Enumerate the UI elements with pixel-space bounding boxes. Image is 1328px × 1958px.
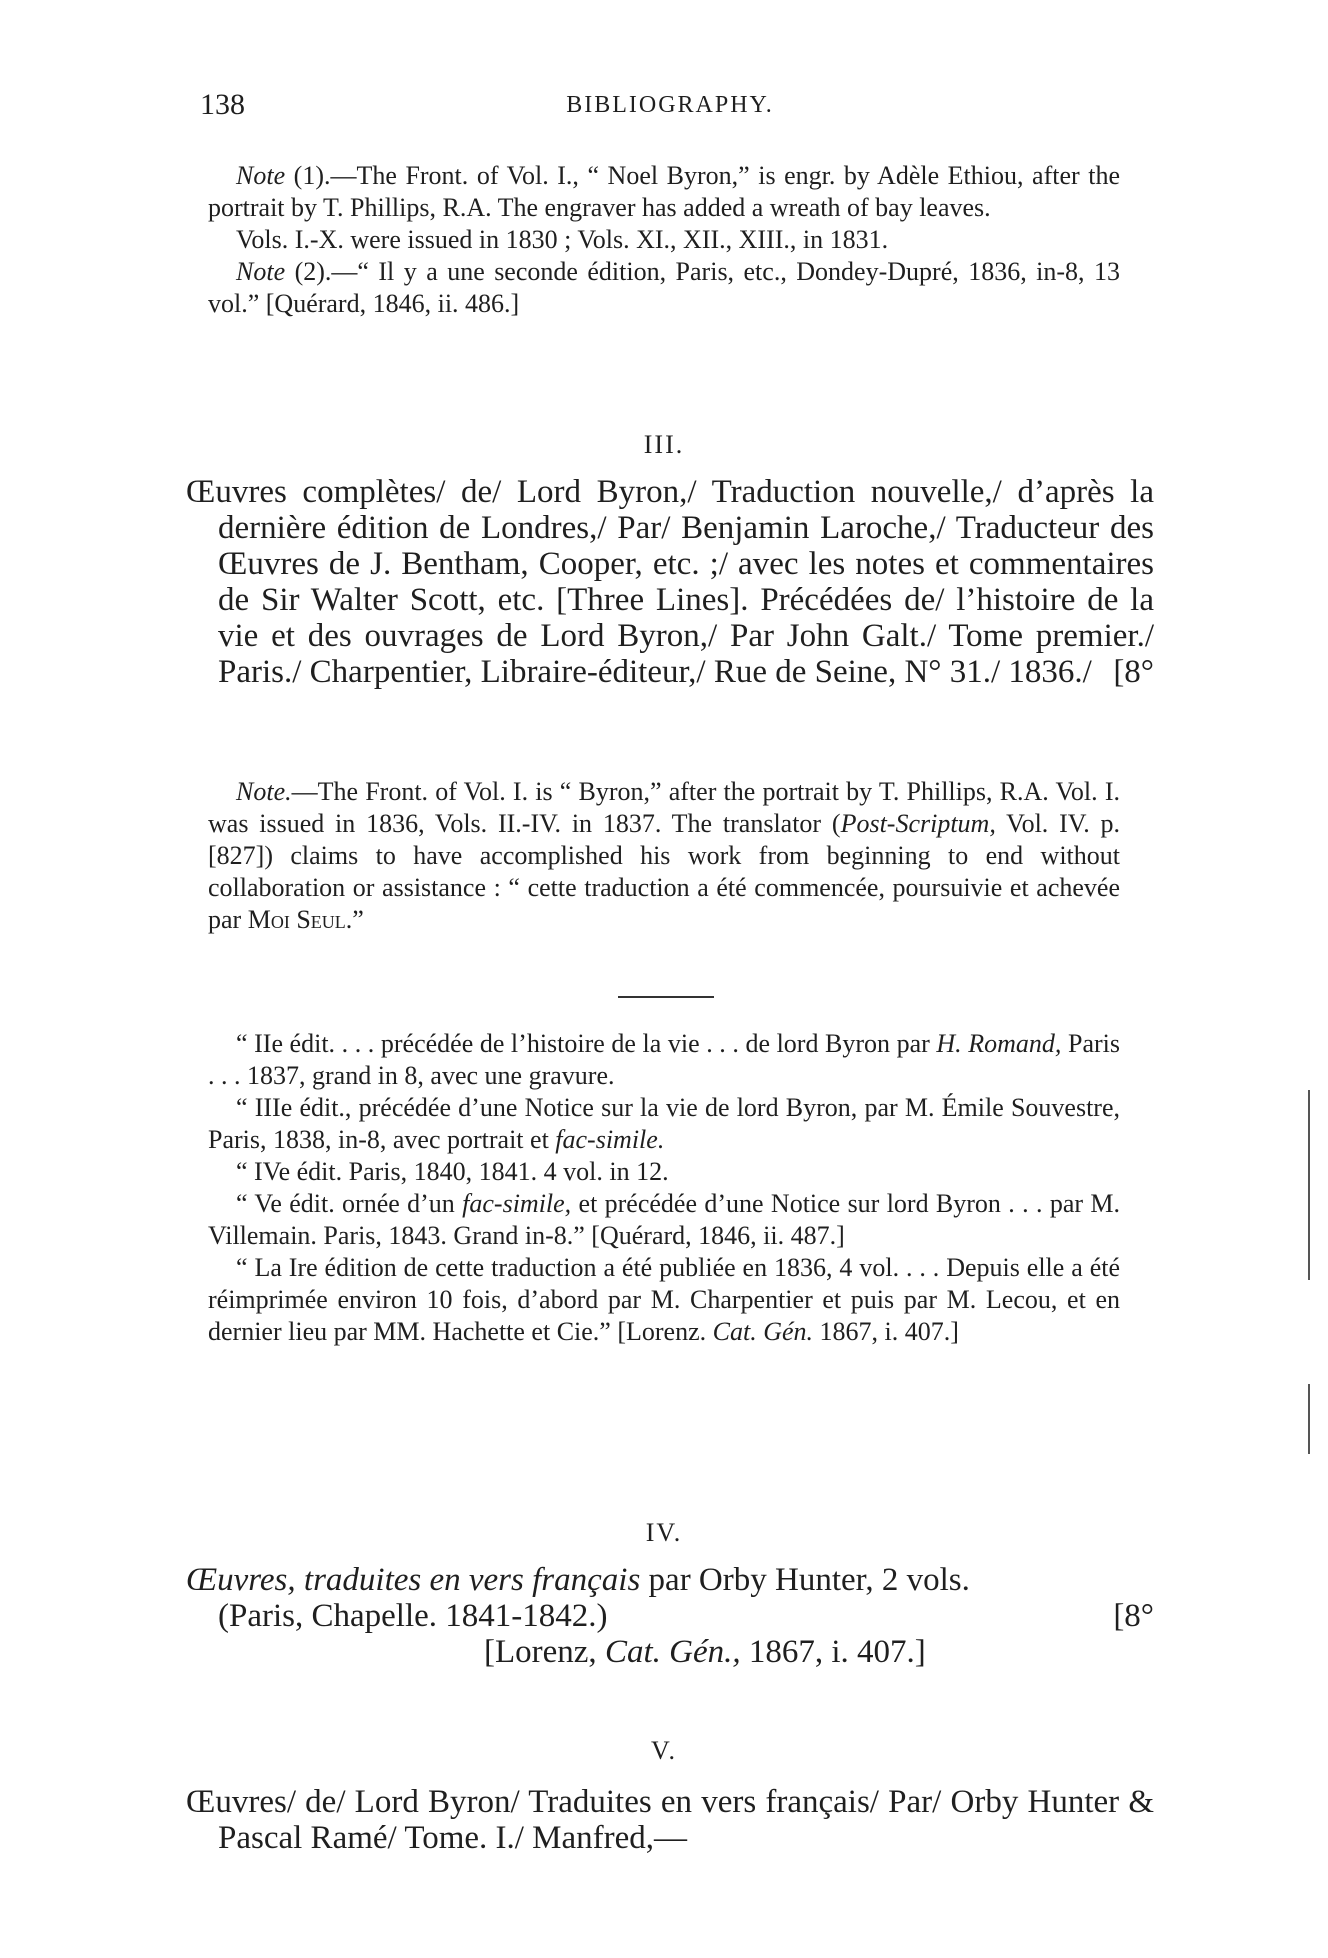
note-2-label: Note xyxy=(236,257,286,286)
section-number-iv: IV. xyxy=(645,1518,683,1547)
quote-1-b: Paris . . . 1837, grand in 8, avec une gravure. xyxy=(208,1029,1121,1090)
quote-1 xyxy=(208,1028,1120,1092)
entry-iv-imprint: (Paris, Chapelle. 1841-1842.) xyxy=(218,1598,608,1634)
note-1-text: (1).—The Front. of Vol. I., “ Noel Byron,” is engr. by Adèle Ethiou, after the portrait by T. Phillips, R.A. The engraver has added a wreath of bay leaves. xyxy=(208,161,1120,222)
entry-v xyxy=(186,1784,1154,1856)
note-1 xyxy=(208,160,1120,224)
entry-iv-ref-italic: Cat. Gén., xyxy=(604,1634,741,1670)
quote-5-italic: Cat. Gén. xyxy=(712,1317,814,1346)
note-1-label: Note xyxy=(236,161,286,190)
quotations xyxy=(208,1028,1120,1348)
section-number-iii: III. xyxy=(643,430,685,459)
running-head: BIBLIOGRAPHY. xyxy=(566,92,774,118)
quote-5-b: 1867, i. 407.] xyxy=(813,1317,959,1346)
quote-4-italic: fac-simile, xyxy=(462,1189,572,1218)
entry-iv-ref-b: 1867, i. 407.] xyxy=(740,1634,926,1670)
section-number-v: V. xyxy=(651,1736,677,1765)
notes-top xyxy=(208,160,1120,320)
quote-3: “ IVe édit. Paris, 1840, 1841. 4 vol. in 12. xyxy=(236,1157,669,1186)
note-iii xyxy=(208,776,1120,936)
quote-2-italic: fac-simile. xyxy=(555,1125,665,1154)
quote-2-a: “ IIIe édit., précédée d’une Notice sur la vie de lord Byron, par M. Émile Souvestre, Paris, 1838, in-8, avec portrait et xyxy=(208,1093,1120,1154)
entry-iii-text: Œuvres complètes/ de/ Lord Byron,/ Traduction nouvelle,/ d’après la dernière édition de Londres,/ Par/ Benjamin Laroche,/ Traducteur des Œuvres de J. Bentham, Cooper, etc. ;/ avec les notes et commentaires de Sir Walter Scott, etc. [Three Lines]. Précédées de/ l’histoire de la vie et des ouvrages de Lord Byron,/ Par John Galt./ Tome premier./ Paris./ Charpentier, Libraire-éditeur,/ Rue de Seine, N° 31./ 1836./ xyxy=(186,474,1154,690)
quote-1-a: “ IIe édit. . . . précédée de l’histoire de la vie . . . de lord Byron par xyxy=(236,1029,937,1058)
quote-4-a: “ Ve édit. ornée d’un xyxy=(236,1189,463,1218)
entry-iv-format: [8° xyxy=(1113,1598,1154,1634)
quote-4-b: et précédée d’une Notice sur lord Byron . . . par M. Villemain. Paris, 1843. Grand in-8.” [Quérard, 1846, ii. 487.] xyxy=(208,1189,1120,1250)
quote-2 xyxy=(208,1092,1120,1156)
quote-5-a: “ La Ire édition de cette traduction a été publiée en 1836, 4 vol. . . . Depuis elle a été réimprimée environ 10 fois, d’abord par M. Charpentier et puis par M. Lecou, et en dernier lieu par MM. Hachette et Cie.” [Lorenz. xyxy=(208,1253,1120,1346)
note-iii-end: ” xyxy=(352,905,364,934)
quote-5 xyxy=(208,1252,1120,1348)
entry-iv-title-italic: Œuvres, traduites en vers français xyxy=(186,1562,641,1598)
note-iii-smallcaps: Moi Seul. xyxy=(247,905,353,934)
note-vols: Vols. I.-X. were issued in 1830 ; Vols. XI., XII., XIII., in 1831. xyxy=(236,225,889,254)
scan-margin-mark xyxy=(1308,1090,1310,1280)
quote-4 xyxy=(208,1188,1120,1252)
note-iii-text-1: —The Front. of Vol. I. is “ Byron,” after the portrait by T. Phillips, R.A. Vol. I. was issued in 1836, Vols. II.-IV. in 1837. The translator ( xyxy=(208,777,1120,838)
entry-iv-ref-a: [Lorenz, xyxy=(484,1634,605,1670)
entry-iii xyxy=(186,474,1154,690)
section-divider-rule xyxy=(618,996,714,998)
entry-iv xyxy=(186,1562,1154,1670)
entry-iv-imprint-line xyxy=(218,1598,1154,1634)
entry-iv-title-rest: par Orby Hunter, 2 vols. xyxy=(640,1562,970,1598)
quote-1-italic: H. Romand, xyxy=(936,1029,1062,1058)
scan-margin-mark xyxy=(1308,1384,1310,1454)
note-iii-text-2: Vol. IV. p. [827]) claims to have accomplished his work from beginning to end without collaboration or assistance : “ cette traduction a été commencée, poursuivie et achevée par xyxy=(208,809,1120,934)
page-header xyxy=(200,88,1140,128)
note-iii-label: Note. xyxy=(236,777,292,806)
entry-iii-format: [8° xyxy=(1113,654,1154,690)
entry-v-text: Œuvres/ de/ Lord Byron/ Traduites en vers français/ Par/ Orby Hunter & Pascal Ramé/ Tome. I./ Manfred,— xyxy=(186,1784,1154,1856)
note-iii-paragraph xyxy=(208,776,1120,936)
note-iii-italic: Post-Scriptum, xyxy=(840,809,996,838)
note-2-text: (2).—“ Il y a une seconde édition, Paris, etc., Dondey-Dupré, 1836, in-8, 13 vol.” [Quérard, 1846, ii. 486.] xyxy=(208,257,1120,318)
entry-iv-title-line xyxy=(186,1562,1154,1598)
page-number: 138 xyxy=(200,88,245,121)
note-2 xyxy=(208,256,1120,320)
entry-iv-reference xyxy=(218,1634,1154,1670)
